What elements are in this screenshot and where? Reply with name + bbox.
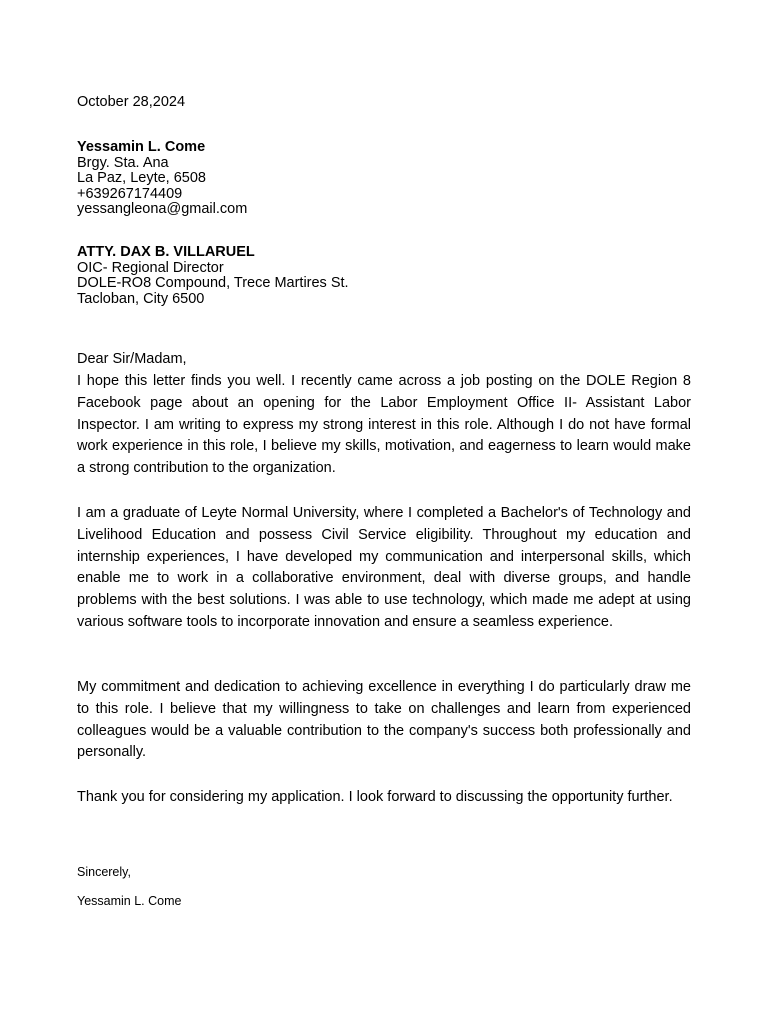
sender-phone: +639267174409 bbox=[77, 185, 183, 202]
recipient-name: ATTY. DAX B. VILLARUEL bbox=[77, 244, 255, 260]
sender-block bbox=[77, 140, 247, 218]
sender-name: Yessamin L. Come bbox=[77, 139, 206, 155]
recipient-title: OIC- Regional Director bbox=[77, 259, 224, 276]
salutation: Dear Sir/Madam, bbox=[77, 351, 187, 367]
body-paragraph-1: I hope this letter finds you well. I recently came across a job posting on the DOLE Region 8 Facebook page about an opening for the Labor Employment Office II- Assistant Labor Inspector. I am writing to express my strong interest in this role. Although I do not have formal work experience in this role, I believe my skills, motivation, and eagerness to learn would make a strong contribution to the organization. bbox=[77, 373, 691, 477]
recipient-address-line2: Tacloban, City 6500 bbox=[77, 290, 205, 307]
recipient-block bbox=[77, 245, 349, 307]
body-paragraph-4: Thank you for considering my application. I look forward to discussing the opportunity further. bbox=[77, 789, 673, 805]
sender-address-line2: La Paz, Leyte, 6508 bbox=[77, 170, 206, 186]
sender-email: yessangleona@gmail.com bbox=[77, 201, 248, 217]
letter-date: October 28,2024 bbox=[77, 94, 186, 110]
recipient-address-line1: DOLE-RO8 Compound, Trece Martires St. bbox=[77, 275, 349, 291]
sender-address-line1: Brgy. Sta. Ana bbox=[77, 154, 169, 171]
signature-name: Yessamin L. Come bbox=[77, 894, 182, 908]
closing: Sincerely, bbox=[77, 865, 131, 879]
body-paragraph-3: My commitment and dedication to achieving excellence in everything I do particularly draw me to this role. I believe that my willingness to take on challenges and learn from experienced colleagues would be a valuable contribution to the company's success both professionally and personally. bbox=[77, 679, 691, 761]
body-paragraph-2: I am a graduate of Leyte Normal University, where I completed a Bachelor's of Technology and Livelihood Education and possess Civil Service eligibility. Throughout my education and internship experiences, I have developed my communication and interpersonal skills, which enable me to work in a collaborative environment, deal with diverse groups, and handle problems with the best solutions. I was able to use technology, which made me adept at using various software tools to incorporate innovation and ensure a seamless experience. bbox=[77, 505, 691, 630]
